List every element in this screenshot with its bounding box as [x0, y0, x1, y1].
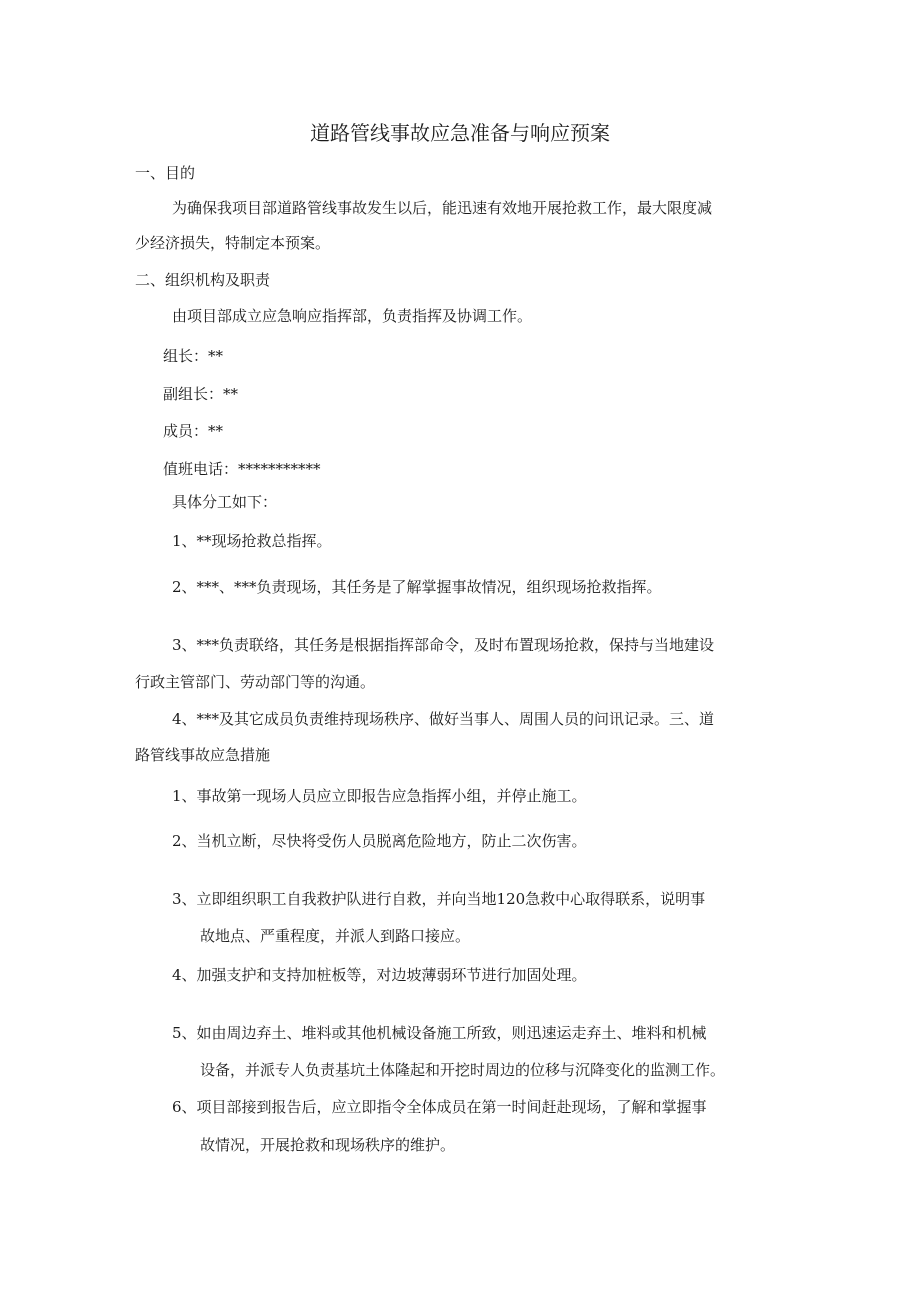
division-item-3-line1: 3、***负责联络，其任务是根据指挥部命令，及时布置现场抢救，保持与当地建设	[172, 636, 715, 654]
measure-item-5-line2: 设备，并派专人负责基坑土体隆起和开挖时周边的位移与沉降变化的监测工作。	[200, 1061, 726, 1079]
deputy-leader-line: 副组长：**	[163, 385, 239, 403]
members-line: 成员：**	[163, 422, 224, 440]
document-title: 道路管线事故应急准备与响应预案	[310, 121, 610, 145]
division-item-4-line2: 路管线事故应急措施	[135, 746, 271, 764]
measure-item-5-line1: 5、如由周边弃土、堆料或其他机械设备施工所致，则迅速运走弃土、堆料和机械	[172, 1024, 707, 1042]
duty-phone-line: 值班电话：***********	[163, 460, 321, 478]
measure-item-3-line2: 故地点、严重程度，并派人到路口接应。	[200, 927, 471, 945]
measure-item-3-line1: 3、立即组织职工自我救护队进行自救，并向当地120急救中心取得联系，说明事	[172, 890, 706, 908]
purpose-paragraph-line2: 少经济损失，特制定本预案。	[135, 234, 331, 252]
division-item-4-line1: 4、***及其它成员负责维持现场秩序、做好当事人、周围人员的问讯记录。三、道	[172, 710, 715, 728]
purpose-paragraph-line1: 为确保我项目部道路管线事故发生以后，能迅速有效地开展抢救工作，最大限度减	[172, 199, 713, 217]
leader-line: 组长：**	[163, 347, 224, 365]
division-item-3-line2: 行政主管部门、劳动部门等的沟通。	[135, 673, 376, 691]
division-item-2: 2、***、***负责现场，其任务是了解掌握事故情况，组织现场抢救指挥。	[172, 578, 662, 596]
organization-intro: 由项目部成立应急响应指挥部，负责指挥及协调工作。	[172, 307, 533, 325]
division-intro: 具体分工如下：	[172, 493, 278, 511]
section-heading-organization: 二、组织机构及职责	[135, 271, 271, 289]
measure-item-6-line2: 故情况，开展抢救和现场秩序的维护。	[200, 1136, 456, 1154]
measure-item-6-line1: 6、项目部接到报告后，应立即指令全体成员在第一时间赶赴现场，了解和掌握事	[172, 1098, 707, 1116]
measure-item-2: 2、当机立断，尽快将受伤人员脱离危险地方，防止二次伤害。	[172, 832, 587, 850]
measure-item-4: 4、加强支护和支持加桩板等，对边坡薄弱环节进行加固处理。	[172, 966, 587, 984]
measure-item-1: 1、事故第一现场人员应立即报告应急指挥小组，并停止施工。	[172, 787, 587, 805]
section-heading-purpose: 一、目的	[135, 164, 196, 182]
division-item-1: 1、**现场抢救总指挥。	[172, 532, 332, 550]
